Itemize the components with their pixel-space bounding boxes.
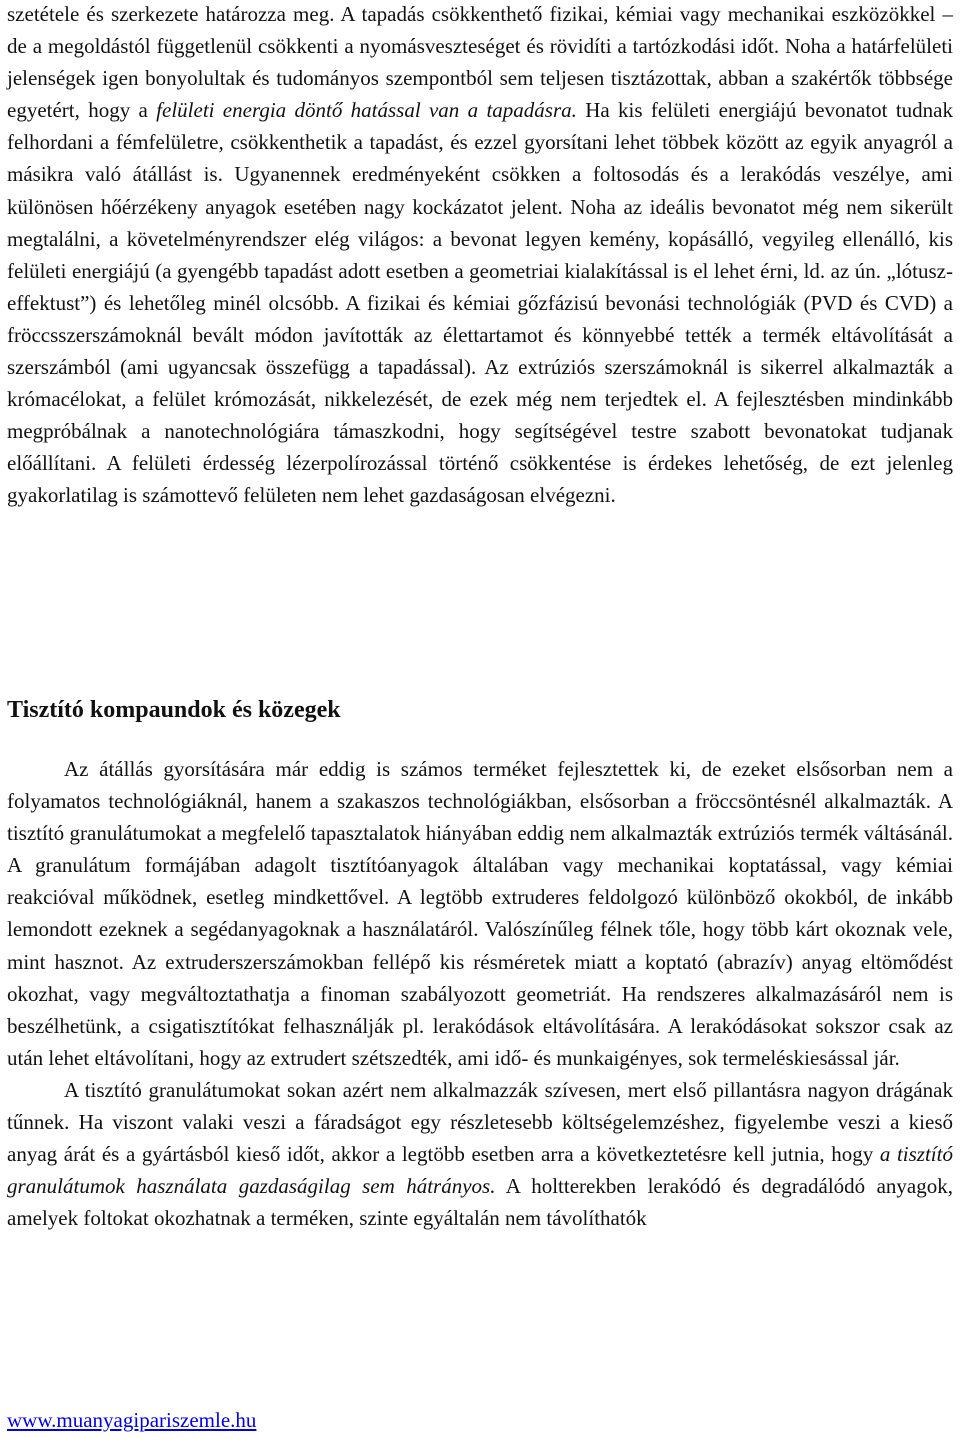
emphasized-text: felületi energia döntő hatással van a tapadásra. [156, 98, 577, 123]
website-link[interactable]: www.muanyagipariszemle.hu [7, 1408, 257, 1432]
paragraph-text: A holtterekben lerakódó és degradálódó anyagok, amelyek foltokat okozhatnak a terméken, szinte egyáltalán nem távolíthatók [7, 1174, 954, 1231]
body-paragraph [7, 0, 953, 512]
paragraph-text: A tisztító granulátumokat sokan azért nem alkalmazzák szívesen, mert első pillantásra nagyon drágának tűnnek. Ha viszont valaki veszi a fáradságot egy részletesebb költségelemzéshez, figyelembe veszi a kieső anyag árát és a gyártásból kieső időt, akkor a legtöbb esetben arra a következtetésre kell jutnia, hogy [7, 1077, 953, 1167]
body-paragraph: Az átállás gyorsítására már eddig is számos terméket fejlesztettek ki, de ezeket elsősorban nem a folyamatos technológiáknál, hanem a szakaszos technológiákban, elsősorban a fröccsöntésnél alkalmazták. A tisztító granulátumokat a megfelelő tapasztalatok hiányában eddig nem alkalmazták extrúziós termék váltásánál. A granulátum formájában adagolt tisztítóanyagok általában vagy mechanikai koptatással, vagy kémiai reakcióval működnek, esetleg mindkettővel. A legtöbb extruderes feldolgozó különböző okokból, de inkább lemondott ezeknek a segédanyagoknak a használatáról. Valószínűleg félnek tőle, hogy több kárt okoznak vele, mint hasznot. Az extruderszerszámokban fellépő kis résméretek miatt a koptató (abrazív) anyag eltömődést okozhat, vagy megváltoztathatja a finoman szabályozott geometriát. Ha rendszeres alkalmazásáról nem is beszélhetünk, a csigatisztítókat felhasználják pl. lerakódások eltávolítására. A lerakódásokat sokszor csak az után lehet eltávolítani, hogy az extrudert szétszedték, ami idő- és munkaigényes, sok termeléskiesással jár. [7, 757, 953, 1070]
section-heading: Tisztító kompaundok és közegek [7, 697, 341, 723]
section-body [7, 753, 953, 1234]
paragraph-text: szetétele és szerkezete határozza meg. A tapadás csökkenthető fizikai, kémiai vagy mechanikai eszközökkel – de a megoldástól függetlenül csökkenti a nyomásveszteséget és rövidíti a tartózkodási időt. Noha a határfelületi jelenségek igen bonyolultak és tudományos szempontból sem teljesen tisztázottak, abban a szakértők többsége egyetért, hogy a [7, 2, 953, 123]
paragraph-text: Ha kis felületi energiájú bevonatot tudnak felhordani a fémfelületre, csökkenthetik a tapadást, és ezzel gyorsítani lehet többek között az egyik anyagról a másikra való átállást is. Ugyanennek eredményeként csökken a foltosodás és a lerakódás veszélye, ami különösen hőérzékeny anyagok esetében nagy kockázatot jelent. Noha az ideális bevonatot még nem sikerült megtalálni, a követelményrendszer elég világos: a bevonat legyen kemény, kopásálló, vegyileg ellenálló, kis felületi energiájú (a gyengébb tapadást adott esetben a geometriai kialakítással is el lehet érni, ld. az ún. „lótusz-effektust”) és lehetőleg minél olcsóbb. A fizikai és kémiai gőzfázisú bevonási technológiák (PVD és CVD) a fröccsszerszámoknál bevált módon javították az élettartamot és könnyebbé tették a termék eltávolítását a szerszámból (ami ugyancsak összefügg a tapadással). Az extrúziós szerszámoknál is sikerrel alkalmazták a krómacélokat, a felület krómozását, nikkelezését, de ezek még nem terjedtek el. A fejlesztésben mindinkább megpróbálnak a nanotechnológiára támaszkodni, hogy segítségével testre szabott bevonatokat tudjanak előállítani. A felületi érdesség lézerpolírozással történő csökkentése is érdekes lehetőség, de ezt jelenleg gyakorlatilag is számottevő felületen nem lehet gazdaságosan elvégezni. [7, 98, 953, 508]
body-paragraph [7, 1074, 953, 1234]
document-page [7, 0, 954, 1231]
emphasized-text: a tisztító granulátumok használata gazdaságilag sem hátrányos. [7, 1142, 953, 1199]
